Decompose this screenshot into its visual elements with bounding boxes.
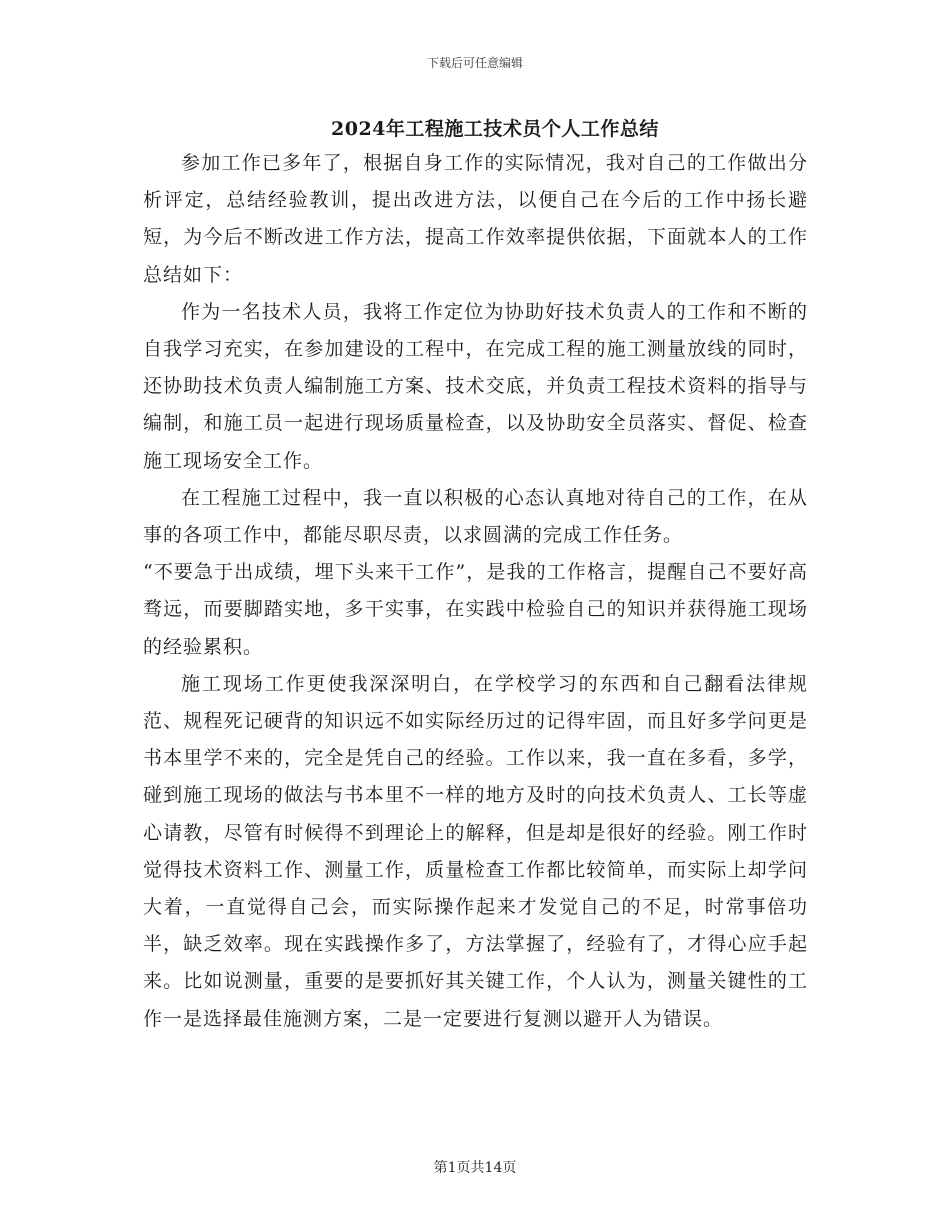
document-title: 2024年工程施工技术员个人工作总结 xyxy=(331,118,659,140)
paragraph-role: 作为一名技术人员，我将工作定位为协助好技术负责人的工作和不断的自我学习充实，在参加建设的工程中，在完成工程的施工测量放线的同时，还协助技术负责人编制施工方案、技术交底，并负责工程技术资料的指导与编制，和施工员一起进行现场质量检查，以及协助安全员落实、督促、检查施工现场安全工作。 xyxy=(143,300,808,472)
document-body xyxy=(143,145,808,1038)
paragraph-attitude: 在工程施工过程中，我一直以积极的心态认真地对待自己的工作，在从事的各项工作中，都能尽职尽责，以求圆满的完成工作任务。 xyxy=(143,486,808,547)
paragraph-motto: “不要急于出成绩，埋下头来干工作”，是我的工作格言，提醒自己不要好高骛远，而要脚踏实地，多干实事，在实践中检验自己的知识并获得施工现场的经验累积。 xyxy=(143,561,808,658)
header-note: 下载后可任意编辑 xyxy=(426,56,523,70)
page-indicator: 第1页共14页 xyxy=(433,1160,517,1176)
paragraph-experience: 施工现场工作更使我深深明白，在学校学习的东西和自己翻看法律规范、规程死记硬背的知识远不如实际经历过的记得牢固，而且好多学问更是书本里学不来的，完全是凭自己的经验。工作以来，我一直在多看，多学，碰到施工现场的做法与书本里不一样的地方及时的向技术负责人、工长等虚心请教，尽管有时候得不到理论上的解释，但是却是很好的经验。刚工作时觉得技术资料工作、测量工作，质量检查工作都比较简单，而实际上却学问大着，一直觉得自己会，而实际操作起来才发觉自己的不足，时常事倍功半，缺乏效率。现在实践操作多了，方法掌握了，经验有了，才得心应手起来。比如说测量，重要的是要抓好其关键工作，个人认为，测量关键性的工作一是选择最佳施测方案，二是一定要进行复测以避开人为错误。 xyxy=(143,672,808,1030)
paragraph-intro: 参加工作已多年了，根据自身工作的实际情况，我对自己的工作做出分析评定，总结经验教训，提出改进方法，以便自己在今后的工作中扬长避短，为今后不断改进工作方法，提高工作效率提供依据，下面就本人的工作总结如下： xyxy=(143,152,808,286)
